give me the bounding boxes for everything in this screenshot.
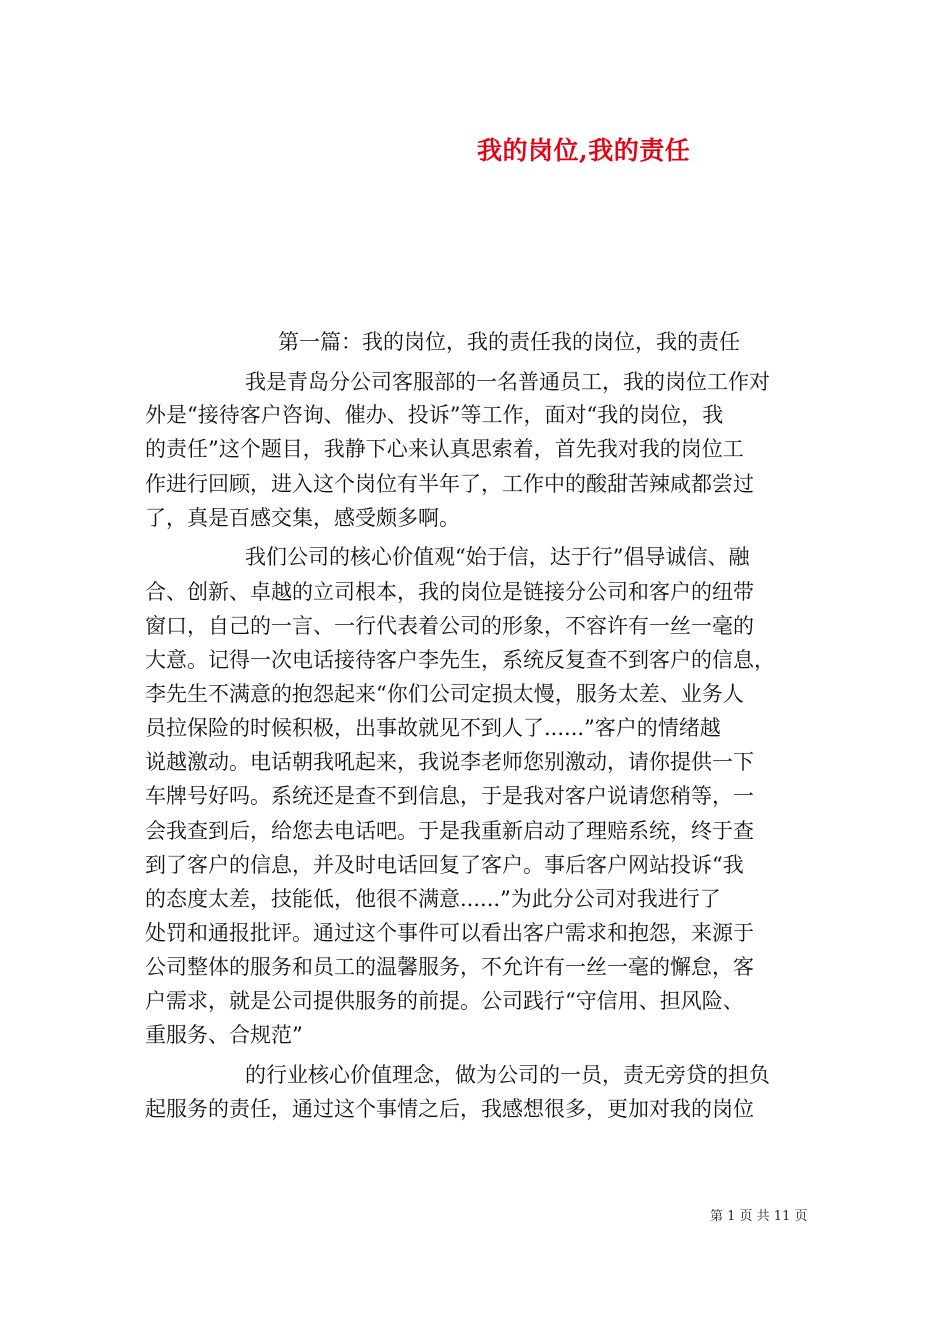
paragraph-line: 的行业核心价值理念，做为公司的一员，责无旁贷的担负 — [245, 1063, 770, 1087]
page-number-footer: 第 1 页 共 11 页 — [710, 1209, 808, 1224]
paragraph-line: 车牌号好吗。系统还是查不到信息，于是我对客户说请您稍等，一 — [145, 784, 754, 808]
paragraph-line: 到了客户的信息，并及时电话回复了客户。事后客户网站投诉“我 — [145, 853, 744, 877]
paragraph-line: 户需求，就是公司提供服务的前提。公司践行“守信用、担风险、 — [145, 989, 744, 1013]
paragraph-line: 说越激动。电话朝我吼起来，我说李老师您别激动，请你提供一下 — [145, 750, 754, 774]
paragraph-line: 员拉保险的时候积极，出事故就见不到人了......”客户的情绪越 — [145, 716, 721, 740]
paragraph-line: 李先生不满意的抱怨起来“你们公司定损太慢，服务太差、业务人 — [145, 682, 744, 706]
paragraph-line: 了，真是百感交集，感受颇多啊。 — [145, 506, 460, 530]
paragraph-line: 我们公司的核心价值观“始于信，达于行”倡导诚信、融 — [245, 545, 750, 569]
paragraph-line: 处罚和通报批评。通过这个事件可以看出客户需求和抱怨，来源于 — [145, 921, 754, 945]
paragraph-line: 的态度太差，技能低，他很不满意......”为此分公司对我进行了 — [145, 887, 721, 911]
paragraph-line: 公司整体的服务和员工的温馨服务，不允许有一丝一毫的懈怠，客 — [145, 955, 754, 979]
paragraph-line: 重服务、合规范” — [145, 1023, 303, 1047]
paragraph-line: 作进行回顾，进入这个岗位有半年了，工作中的酸甜苦辣咸都尝过 — [145, 472, 754, 496]
paragraph-line: 外是“接待客户咨询、催办、投诉”等工作，面对“我的岗位，我 — [145, 403, 724, 427]
paragraph-line: 会我查到后，给您去电话吧。于是我重新启动了理赔系统，终于查 — [145, 819, 754, 843]
paragraph-line: 我是青岛分公司客服部的一名普通员工，我的岗位工作对 — [245, 370, 770, 394]
paragraph-line: 起服务的责任，通过这个事情之后，我感想很多，更加对我的岗位 — [145, 1097, 754, 1121]
paragraph-line: 大意。记得一次电话接待客户李先生，系统反复查不到客户的信息， — [145, 648, 775, 672]
paragraph-line: 的责任”这个题目，我静下心来认真思索着，首先我对我的岗位工 — [145, 437, 744, 461]
paragraph-line: 窗口，自己的一言、一行代表着公司的形象，不容许有一丝一毫的 — [145, 614, 754, 638]
paragraph-line: 合、创新、卓越的立司根本，我的岗位是链接分公司和客户的纽带 — [145, 580, 754, 604]
heading-line: 第一篇：我的岗位，我的责任我的岗位，我的责任 — [278, 330, 740, 354]
document-title: 我的岗位,我的责任 — [477, 136, 691, 165]
